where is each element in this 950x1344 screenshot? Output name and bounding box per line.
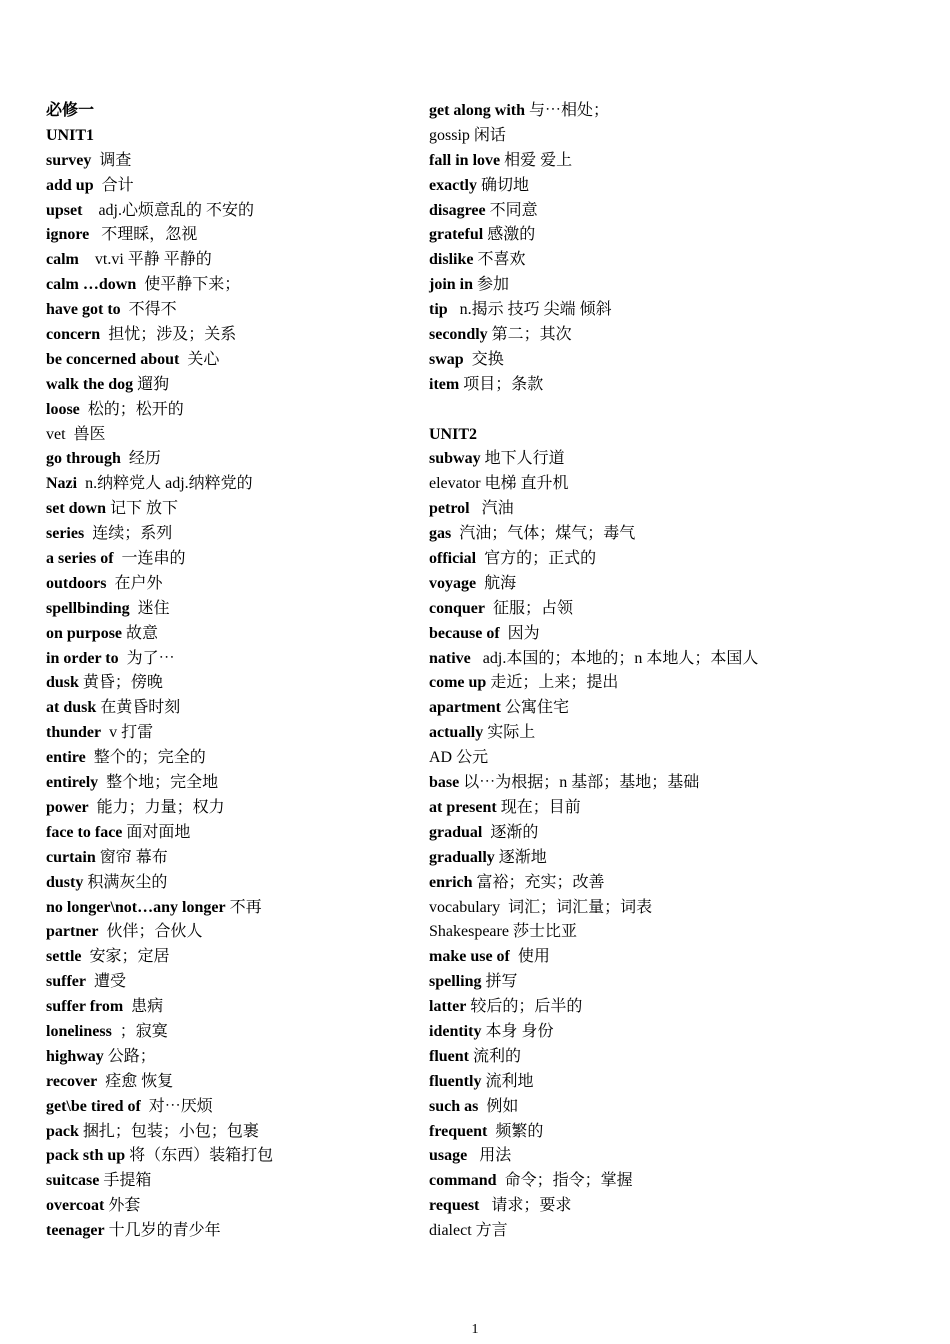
vocab-term: conquer [429, 599, 485, 617]
vocab-entry [429, 1020, 929, 1045]
vocab-entry [46, 223, 416, 248]
vocab-entry [429, 323, 929, 348]
vocab-definition: 能力；力量；权力 [88, 798, 225, 816]
vocab-definition: adj.心烦意乱的 不安的 [82, 201, 255, 219]
vocab-term: gossip [429, 126, 470, 144]
vocab-entry [46, 896, 416, 921]
vocab-definition: 不喜欢 [473, 251, 526, 269]
vocab-entry [46, 597, 416, 622]
vocab-entry [429, 199, 929, 224]
vocab-term: survey [46, 151, 92, 169]
vocab-entry [429, 647, 929, 672]
vocab-term: settle [46, 948, 82, 966]
vocab-definition: 现在；目前 [496, 798, 581, 816]
vocab-definition: 走近；上来；提出 [486, 674, 619, 692]
vocab-term: calm [46, 251, 79, 269]
vocab-entry [46, 497, 416, 522]
vocab-term: highway [46, 1047, 104, 1065]
vocab-entry [429, 1070, 929, 1095]
vocab-definition: 在户外 [106, 574, 163, 592]
vocab-term: disagree [429, 201, 486, 219]
vocab-entry [429, 945, 929, 970]
vocab-entry [429, 721, 929, 746]
vocab-term: walk the dog [46, 375, 134, 393]
vocab-term: tip [429, 301, 448, 319]
vocab-entry [429, 995, 929, 1020]
vocab-entry [46, 622, 416, 647]
vocab-term: suffer from [46, 998, 124, 1016]
vocab-term: dialect [429, 1222, 472, 1240]
vocab-entry [46, 99, 416, 124]
vocab-definition: 相爱 爱上 [500, 151, 573, 169]
vocab-definition: 拼写 [481, 973, 518, 991]
vocab-definition: 使用 [509, 948, 550, 966]
vocab-entry [46, 298, 416, 323]
vocab-entry [46, 273, 416, 298]
vocab-term: pack [46, 1122, 79, 1140]
vocab-definition: 征服；占领 [485, 599, 574, 617]
vocab-term: entire [46, 749, 86, 767]
vocab-entry [46, 373, 416, 398]
vocab-term: series [46, 525, 85, 543]
vocab-entry [46, 1120, 416, 1145]
vocab-term: item [429, 375, 460, 393]
vocab-entry [429, 1120, 929, 1145]
vocab-definition: 迷住 [129, 599, 170, 617]
vocab-definition: 经历 [120, 450, 161, 468]
vocab-term: overcoat [46, 1197, 105, 1215]
vocab-term: base [429, 774, 460, 792]
vocab-definition: 汽油；气体；煤气；毒气 [451, 525, 636, 543]
vocab-term: make use of [429, 948, 510, 966]
vocab-definition: 富裕；充实；改善 [472, 873, 605, 891]
vocab-term: grateful [429, 226, 484, 244]
vocab-definition: 例如 [478, 1097, 519, 1115]
vocab-definition: 地下人行道 [480, 450, 565, 468]
vocab-entry [46, 1144, 416, 1169]
vocab-definition: 莎士比亚 [508, 923, 577, 941]
vocab-term: go through [46, 450, 121, 468]
vocab-definition: 闲话 [469, 126, 506, 144]
vocab-definition: 捆扎；包装；小包；包裹 [78, 1122, 259, 1140]
vocab-entry [46, 547, 416, 572]
vocab-entry [429, 547, 929, 572]
vocab-definition: 项目；条款 [459, 375, 544, 393]
vocab-entry [429, 1219, 929, 1244]
vocab-entry [46, 671, 416, 696]
vocab-definition: 手提箱 [99, 1172, 152, 1190]
vocab-term: partner [46, 923, 99, 941]
vocab-entry [46, 721, 416, 746]
vocab-entry [46, 746, 416, 771]
vocab-entry [429, 1045, 929, 1070]
vocab-entry [429, 423, 929, 448]
vocab-entry [429, 597, 929, 622]
vocab-term: loose [46, 400, 80, 418]
vocab-entry [46, 696, 416, 721]
vocab-term: apartment [429, 699, 501, 717]
vocab-entry [46, 174, 416, 199]
vocab-definition: 一连串的 [113, 550, 186, 568]
vocab-definition: 确切地 [476, 176, 529, 194]
vocab-entry [429, 248, 929, 273]
vocab-entry [46, 796, 416, 821]
vocab-definition: 不理睬，忽视 [89, 226, 198, 244]
vocab-entry [429, 871, 929, 896]
vocab-entry [46, 447, 416, 472]
vocab-entry [46, 323, 416, 348]
vocab-definition: 交换 [463, 350, 504, 368]
vocab-term: spellbinding [46, 599, 130, 617]
vocab-term: add up [46, 176, 94, 194]
vocab-entry [429, 1095, 929, 1120]
vocab-term: outdoors [46, 574, 107, 592]
vocab-entry [429, 273, 929, 298]
vocab-term: power [46, 798, 89, 816]
vocab-definition: 安家；定居 [81, 948, 170, 966]
vocab-entry [46, 945, 416, 970]
vocab-entry [46, 995, 416, 1020]
vocab-definition: 整个的；完全的 [85, 749, 206, 767]
vocab-entry [46, 199, 416, 224]
vocab-term: swap [429, 350, 464, 368]
vocab-term: command [429, 1172, 497, 1190]
vocab-definition: 因为 [499, 624, 540, 642]
vocab-term: Nazi [46, 475, 78, 493]
vocab-term: AD [429, 749, 453, 767]
vocab-definition: 松的；松开的 [79, 400, 184, 418]
vocab-definition: 记下 放下 [106, 500, 179, 518]
vocab-term: dusk [46, 674, 79, 692]
vocab-entry [46, 871, 416, 896]
vocab-entry [46, 1070, 416, 1095]
vocab-term: latter [429, 998, 467, 1016]
vocab-definition: 遭受 [85, 973, 126, 991]
vocab-definition: 遛狗 [133, 375, 170, 393]
vocab-term: fall in love [429, 151, 501, 169]
vocab-definition: 词汇；词汇量；词表 [500, 898, 653, 916]
vocab-term: calm …down [46, 276, 137, 294]
vocab-definition: 不得不 [120, 301, 177, 319]
vocab-definition: 以⋯为根据；n 基部；基地；基础 [459, 774, 700, 792]
vocab-definition: 兽医 [65, 425, 106, 443]
vocab-definition: 方言 [471, 1222, 508, 1240]
vocab-term: come up [429, 674, 487, 692]
vocab-term: fluently [429, 1072, 482, 1090]
vocab-entry [46, 970, 416, 995]
vocab-term: because of [429, 624, 500, 642]
vocab-term: pack sth up [46, 1147, 126, 1165]
vocab-definition: 航海 [476, 574, 517, 592]
vocab-definition: n.纳粹党人 adj.纳粹党的 [77, 475, 253, 493]
vocab-definition: 电梯 直升机 [480, 475, 569, 493]
vocab-term: get along with [429, 102, 525, 119]
vocab-definition: 十几岁的青少年 [104, 1222, 221, 1240]
vocab-entry [46, 423, 416, 448]
vocab-definition: ；寂寞 [111, 1022, 168, 1040]
vocab-entry [429, 497, 929, 522]
vocab-definition: 感激的 [483, 226, 536, 244]
vocab-term: face to face [46, 823, 123, 841]
vocab-term: be concerned about [46, 350, 180, 368]
vocab-entry [429, 398, 929, 423]
vocab-definition: 用法 [467, 1147, 512, 1165]
vocab-entry [46, 1045, 416, 1070]
vocab-term: dusty [46, 873, 84, 891]
vocab-definition: 不再 [225, 898, 262, 916]
vocab-term: recover [46, 1072, 98, 1090]
vocab-entry [46, 846, 416, 871]
vocab-term: thunder [46, 724, 102, 742]
vocab-term: gradually [429, 848, 495, 866]
vocab-definition: 使平静下来； [136, 276, 241, 294]
vocab-term: elevator [429, 475, 481, 493]
vocab-entry [429, 1169, 929, 1194]
vocab-term: teenager [46, 1222, 105, 1240]
vocab-entry [429, 671, 929, 696]
vocab-term: join in [429, 276, 474, 294]
vocab-definition: 合计 [93, 176, 134, 194]
vocab-term: fluent [429, 1047, 469, 1065]
vocab-definition: 面对面地 [122, 823, 191, 841]
vocab-definition: 较后的；后半的 [466, 998, 583, 1016]
vocab-definition: 整个地；完全地 [98, 774, 219, 792]
vocab-definition: 公路； [103, 1047, 156, 1065]
vocab-entry [429, 771, 929, 796]
vocab-definition: 本身 身份 [481, 1022, 554, 1040]
vocab-entry [429, 846, 929, 871]
vocab-definition: 实际上 [483, 724, 536, 742]
vocab-term: official [429, 550, 477, 568]
vocab-term: set down [46, 500, 107, 518]
vocab-definition: 黄昏；傍晚 [78, 674, 163, 692]
vocab-definition: 外套 [104, 1197, 141, 1215]
vocab-definition: 担忧；涉及；关系 [100, 326, 237, 344]
vocab-definition: 患病 [123, 998, 164, 1016]
vocab-definition: 为了⋯ [118, 649, 175, 667]
vocab-term: usage [429, 1147, 468, 1165]
vocab-entry [429, 298, 929, 323]
vocab-definition: 痊愈 恢复 [97, 1072, 174, 1090]
vocab-entry [429, 124, 929, 149]
vocab-term: petrol [429, 500, 470, 518]
vocab-entry [429, 447, 929, 472]
vocab-term: Shakespeare [429, 923, 509, 941]
vocab-entry [46, 1169, 416, 1194]
vocab-definition: 逐渐的 [482, 823, 539, 841]
vocab-definition: 与⋯相处； [525, 102, 610, 119]
vocab-entry [429, 174, 929, 199]
vocab-definition: 连续；系列 [84, 525, 173, 543]
vocab-term: frequent [429, 1122, 488, 1140]
vocab-entry [46, 920, 416, 945]
vocab-term: upset [46, 201, 83, 219]
vocab-entry [46, 522, 416, 547]
vocab-term: 必修一 [46, 102, 95, 119]
vocab-entry [429, 223, 929, 248]
vocab-term: ignore [46, 226, 90, 244]
vocab-definition: 将（东西）装箱打包 [125, 1147, 274, 1165]
vocab-entry [46, 1219, 416, 1244]
vocab-entry [429, 622, 929, 647]
vocab-entry [429, 1144, 929, 1169]
vocab-entry [429, 572, 929, 597]
vocab-entry [429, 746, 929, 771]
vocab-definition: 频繁的 [487, 1122, 544, 1140]
vocab-definition: 关心 [179, 350, 220, 368]
vocab-entry [429, 373, 929, 398]
vocab-entry [46, 1020, 416, 1045]
vocab-entry [46, 572, 416, 597]
vocab-definition: v 打雷 [101, 724, 154, 742]
vocab-definition: 汽油 [469, 500, 514, 518]
vocab-entry [429, 472, 929, 497]
vocab-term: concern [46, 326, 101, 344]
vocab-entry [46, 1095, 416, 1120]
vocab-definition: 公元 [452, 749, 489, 767]
vocab-term: enrich [429, 873, 473, 891]
vocab-term: in order to [46, 649, 119, 667]
vocab-term: request [429, 1197, 480, 1215]
vocab-definition: n.揭示 技巧 尖端 倾斜 [447, 301, 612, 319]
vocab-definition: 请求；要求 [479, 1197, 572, 1215]
vocab-entry [46, 348, 416, 373]
vocab-definition: 参加 [473, 276, 510, 294]
vocab-definition: 官方的；正式的 [476, 550, 597, 568]
vocab-definition: 公寓住宅 [500, 699, 569, 717]
vocab-term: a series of [46, 550, 114, 568]
vocab-entry [429, 348, 929, 373]
vocab-entry [429, 696, 929, 721]
vocab-entry [46, 149, 416, 174]
vocab-entry [429, 1194, 929, 1219]
vocab-term: gas [429, 525, 452, 543]
vocab-term: native [429, 649, 471, 667]
vocab-entry [429, 796, 929, 821]
vocab-term: at present [429, 798, 497, 816]
vocab-entry [46, 821, 416, 846]
vocab-term: vocabulary [429, 898, 501, 916]
vocab-entry [46, 472, 416, 497]
page-number: 1 [471, 1322, 479, 1337]
vocab-entry [46, 1194, 416, 1219]
vocab-term: have got to [46, 301, 121, 319]
vocab-definition: 调查 [91, 151, 132, 169]
vocab-entry [429, 522, 929, 547]
vocab-term: vet [46, 425, 66, 443]
vocab-term: such as [429, 1097, 479, 1115]
vocab-term: identity [429, 1022, 482, 1040]
vocab-term: suffer [46, 973, 86, 991]
vocab-entry [429, 970, 929, 995]
vocab-term: entirely [46, 774, 99, 792]
right-column [429, 99, 929, 1244]
vocab-term: actually [429, 724, 484, 742]
vocab-entry [429, 99, 929, 124]
vocab-term: dislike [429, 251, 474, 269]
vocab-definition: 积满灰尘的 [83, 873, 168, 891]
vocab-definition: 第二；其次 [487, 326, 572, 344]
vocab-term: secondly [429, 326, 488, 344]
vocab-entry [429, 149, 929, 174]
vocab-definition: 故意 [122, 624, 159, 642]
vocab-term: loneliness [46, 1022, 112, 1040]
vocab-entry [46, 647, 416, 672]
vocab-definition: vt.vi 平静 平静的 [78, 251, 212, 269]
vocab-definition: 在黄昏时刻 [96, 699, 181, 717]
vocab-term: get\be tired of [46, 1097, 141, 1115]
vocab-term: no longer\not…any longer [46, 898, 226, 916]
vocab-term: at dusk [46, 699, 97, 717]
vocab-term: spelling [429, 973, 482, 991]
vocab-definition: 流利的 [469, 1047, 522, 1065]
vocab-term: subway [429, 450, 481, 468]
vocab-definition: 伙伴；合伙人 [98, 923, 203, 941]
vocab-entry [46, 771, 416, 796]
vocab-entry [46, 398, 416, 423]
vocab-term: UNIT2 [429, 425, 478, 443]
vocab-term: suitcase [46, 1172, 100, 1190]
vocab-definition: 流利地 [481, 1072, 534, 1090]
vocab-term: on purpose [46, 624, 123, 642]
vocab-entry [429, 896, 929, 921]
vocab-definition: 窗帘 幕布 [95, 848, 168, 866]
vocab-entry [429, 821, 929, 846]
left-column [46, 99, 416, 1244]
vocab-definition: adj.本国的；本地的；n 本地人；本国人 [470, 649, 759, 667]
vocab-term: voyage [429, 574, 477, 592]
vocab-term: curtain [46, 848, 96, 866]
vocab-entry [46, 248, 416, 273]
vocab-term: gradual [429, 823, 483, 841]
vocab-entry [429, 920, 929, 945]
vocab-definition: 命令；指令；掌握 [496, 1172, 633, 1190]
vocab-definition: 对⋯厌烦 [140, 1097, 213, 1115]
vocab-term: UNIT1 [46, 126, 95, 144]
vocab-definition: 不同意 [485, 201, 538, 219]
vocab-definition: 逐渐地 [494, 848, 547, 866]
vocab-entry [46, 124, 416, 149]
vocab-term: exactly [429, 176, 477, 194]
